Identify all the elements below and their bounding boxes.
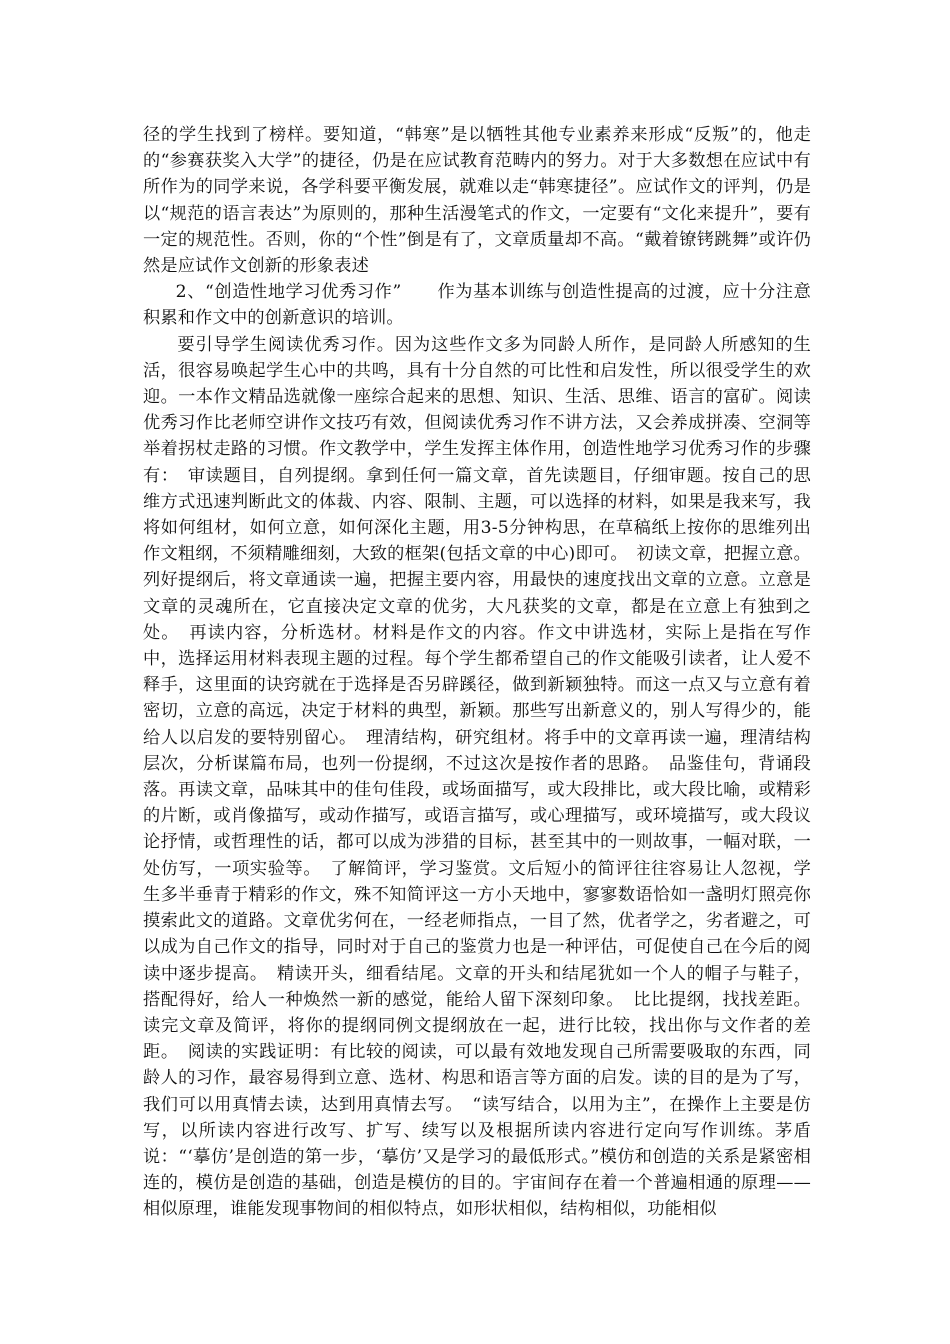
body-paragraph-continuation: 径的学生找到了榜样。要知道，“韩寒”是以牺牲其他专业素养来形成“反叛”的，他走的“参赛获奖入大学”的捷径，仍是在应试教育范畴内的努力。对于大多数想在应试中有所作为的同学来说，各学科要平衡发展，就难以走“韩寒捷径”。应试作文的评判，仍是以“规范的语言表达”为原则的，那种生活漫笔式的作文，一定要有“文化来提升”，要有一定的规范性。否则，你的“个性”倒是有了，文章质量却不高。“戴着镣铐跳舞”或许仍然是应试作文创新的形象表述 — [143, 125, 811, 277]
document-page — [143, 122, 811, 1223]
body-paragraph-main: 要引导学生阅读优秀习作。因为这些作文多为同龄人所作，是同龄人所感知的生活，很容易唤起学生心中的共鸣，具有十分自然的可比性和启发性，所以很受学生的欢迎。一本作文精品选就像一座综合起来的思想、知识、生活、思维、语言的富矿。阅读优秀习作比老师空讲作文技巧有效，但阅读优秀习作不讲方法，又会养成拼凑、空洞等举着拐杖走路的习惯。作文教学中，学生发挥主体作用，创造性地学习优秀习作的步骤有： 审读题目，自列提纲。拿到任何一篇文章，首先读题目，仔细审题。按自己的思维方式迅速判断此文的体裁、内容、限制、主题，可以选择的材料，如果是我来写，我将如何组材，如何立意，如何深化主题，用3-5分钟构思，在草稿纸上按你的思维列出作文粗纲，不须精雕细刻，大致的框架(包括文章的中心)即可。 初读文章，把握立意。列好提纲后，将文章通读一遍，把握主要内容，用最快的速度找出文章的立意。立意是文章的灵魂所在，它直接决定文章的优劣，大凡获奖的文章，都是在立意上有独到之处。 再读内容，分析选材。材料是作文的内容。作文中讲选材，实际上是指在写作中，选择运用材料表现主题的过程。每个学生都希望自己的作文能吸引读者，让人爱不释手，这里面的诀窍就在于选择是否另辟蹊径，做到新颖独特。而这一点又与立意有着密切，立意的高远，决定于材料的典型，新颖。那些写出新意义的，别人写得少的，能给人以启发的要特别留心。 理清结构，研究组材。将手中的文章再读一遍，理清结构层次，分析谋篇布局，也列一份提纲，不过这次是按作者的思路。 品鉴佳句，背诵段落。再读文章，品味其中的佳句佳段，或场面描写，或大段排比，或大段比喻，或精彩的片断，或肖像描写，或动作描写，或语言描写，或心理描写，或环境描写，或大段议论抒情，或哲理性的话，都可以成为涉猎的目标，甚至其中的一则故事，一幅对联，一处仿写，一项实验等。 了解简评，学习鉴赏。文后短小的简评往往容易让人忽视，学生多半垂青于精彩的作文，殊不知简评这一方小天地中，寥寥数语恰如一盏明灯照亮你摸索此文的道路。文章优劣何在，一经老师指点，一目了然，优者学之，劣者避之，可以成为自己作文的指导，同时对于自己的鉴赏力也是一种评估，可促使自己在今后的阅读中逐步提高。 精读开头，细看结尾。文章的开头和结尾犹如一个人的帽子与鞋子，搭配得好，给人一种焕然一新的感觉，能给人留下深刻印象。 比比提纲，找找差距。读完文章及简评，将你的提纲同例文提纲放在一起，进行比较，找出你与文作者的差距。 阅读的实践证明：有比较的阅读，可以最有效地发现自己所需要吸取的东西，同龄人的习作，最容易得到立意、选材、构思和语言等方面的启发。读的目的是为了写，我们可以用真情去读，达到用真情去写。 “读写结合，以用为主”，在操作上主要是仿写，以所读内容进行改写、扩写、续写以及根据所读内容进行定向写作训练。茅盾说：“‘摹仿’是创造的第一步，‘摹仿’又是学习的最低形式。”模仿和创造的关系是紧密相连的，模仿是创造的基础，创造是模仿的目的。宇宙间存在着一个普遍相通的原理——相似原理，谁能发现事物间的相似特点，如形状相似，结构相似，功能相似 — [143, 334, 811, 1220]
section-heading-paragraph: 2、“创造性地学习优秀习作” 作为基本训练与创造性提高的过渡，应十分注意积累和作文中的创新意识的培训。 — [143, 282, 811, 329]
